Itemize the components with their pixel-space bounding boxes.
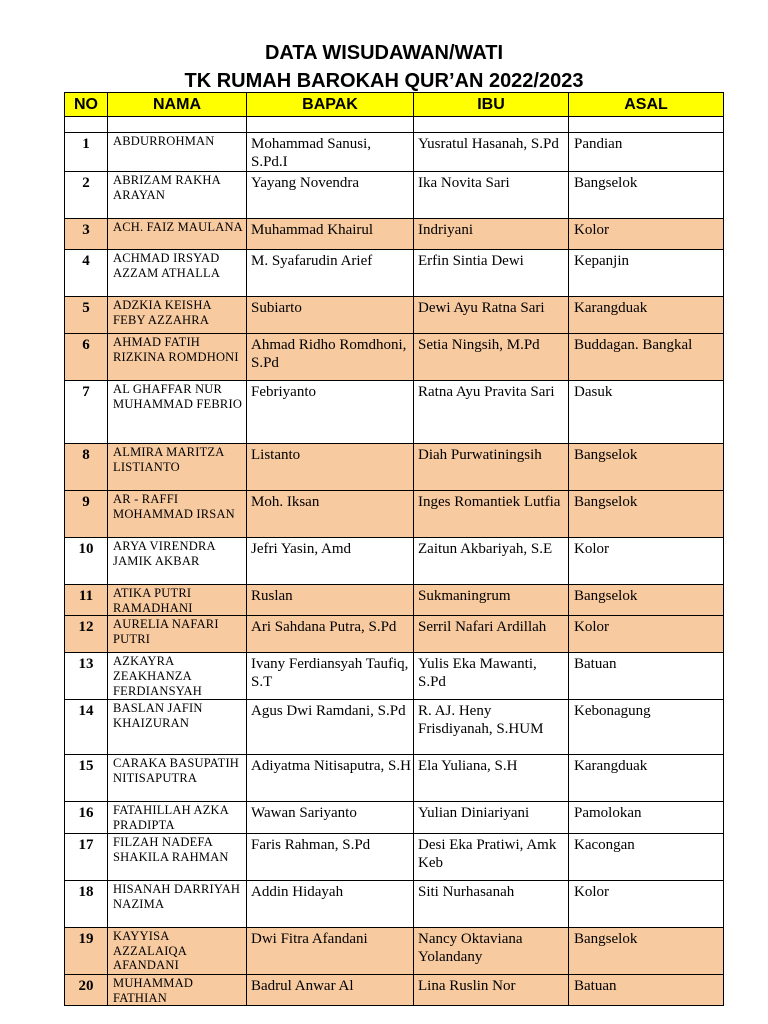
row-number-cell: [65, 974, 108, 1005]
origin: Pamolokan: [574, 805, 642, 822]
father-name: Muhammad Khairul: [251, 222, 374, 238]
father-name: Ruslan: [251, 588, 293, 604]
mother-name-cell: [414, 219, 569, 250]
row-number: 12: [78, 619, 94, 636]
father-name-cell: [247, 250, 414, 297]
student-name-cell: [108, 927, 247, 974]
row-number-cell: [65, 334, 108, 381]
mother-name: Yulian Diniariyani: [418, 805, 530, 822]
header-nama: NAMA: [108, 93, 247, 117]
mother-name-cell: [414, 381, 569, 444]
student-name: AHMAD FATIH RIZKINA ROMDHONI: [113, 335, 239, 364]
origin-cell: [569, 700, 724, 755]
table-row: [65, 833, 724, 880]
student-name-cell: [108, 755, 247, 802]
student-name-cell: [108, 700, 247, 755]
father-name-cell: [247, 585, 414, 616]
student-name-cell: [108, 880, 247, 927]
mother-name: Dewi Ayu Ratna Sari: [418, 300, 545, 316]
origin-cell: [569, 250, 724, 297]
row-number-cell: [65, 172, 108, 219]
row-number: 17: [78, 836, 94, 853]
mother-name-cell: [414, 974, 569, 1005]
mother-name: Yusratul Hasanah, S.Pd: [418, 136, 559, 152]
mother-name: Indriyani: [418, 222, 473, 238]
table-row: [65, 616, 724, 653]
student-name: AR - RAFFI MOHAMMAD IRSAN: [113, 492, 235, 521]
mother-name: Sukmaningrum: [418, 588, 511, 604]
father-name-cell: [247, 444, 414, 491]
row-number: 5: [82, 300, 90, 316]
row-number: 1: [82, 136, 90, 152]
student-name-cell: [108, 653, 247, 700]
student-name: ABRIZAM RAKHA ARAYAN: [113, 173, 221, 202]
row-number: 9: [82, 494, 90, 510]
origin-cell: [569, 616, 724, 653]
row-number: 16: [78, 805, 94, 822]
student-name: AURELIA NAFARI PUTRI: [113, 617, 219, 647]
father-name: Addin Hidayah: [251, 883, 344, 900]
student-name-cell: [108, 381, 247, 444]
student-name-cell: [108, 250, 247, 297]
student-name-cell: [108, 585, 247, 616]
row-number: 20: [78, 977, 94, 994]
student-name-cell: [108, 219, 247, 250]
origin: Batuan: [574, 977, 617, 994]
table-row: [65, 585, 724, 616]
table-row: [65, 653, 724, 700]
father-name: Listanto: [251, 447, 301, 463]
mother-name-cell: [414, 297, 569, 334]
mother-name: Setia Ningsih, M.Pd: [418, 337, 540, 353]
mother-name: Diah Purwatiningsih: [418, 447, 542, 463]
father-name-cell: [247, 880, 414, 927]
blank-row: [65, 117, 724, 133]
student-name: BASLAN JAFIN KHAIZURAN: [113, 701, 203, 731]
father-name-cell: [247, 172, 414, 219]
row-number-cell: [65, 491, 108, 538]
mother-name-cell: [414, 653, 569, 700]
row-number: 10: [78, 541, 94, 557]
row-number-cell: [65, 833, 108, 880]
origin-cell: [569, 381, 724, 444]
table-row: [65, 491, 724, 538]
mother-name-cell: [414, 700, 569, 755]
student-name: ALMIRA MARITZA LISTIANTO: [113, 445, 224, 474]
origin: Kepanjin: [574, 253, 629, 269]
origin: Batuan: [574, 656, 617, 673]
student-name: HISANAH DARRIYAH NAZIMA: [113, 881, 241, 911]
table-row: [65, 133, 724, 172]
row-number-cell: [65, 880, 108, 927]
father-name: Ari Sahdana Putra, S.Pd: [251, 619, 397, 636]
mother-name: Ela Yuliana, S.H: [418, 758, 518, 775]
origin: Kolor: [574, 541, 609, 557]
mother-name-cell: [414, 444, 569, 491]
row-number-cell: [65, 297, 108, 334]
student-name: ACH. FAIZ MAULANA: [113, 220, 243, 234]
origin-cell: [569, 585, 724, 616]
row-number-cell: [65, 585, 108, 616]
table-row: [65, 880, 724, 927]
row-number-cell: [65, 133, 108, 172]
row-number: 7: [82, 384, 90, 400]
row-number: 8: [82, 447, 90, 463]
mother-name: Ratna Ayu Pravita Sari: [418, 384, 555, 400]
father-name: Faris Rahman, S.Pd: [251, 836, 371, 853]
origin: Bangselok: [574, 930, 638, 947]
mother-name-cell: [414, 334, 569, 381]
document-title: DATA WISUDAWAN/WATI: [264, 42, 504, 64]
table-row: [65, 538, 724, 585]
row-number: 15: [78, 758, 94, 775]
student-name: KAYYISA AZZALAIQA AFANDANI: [113, 928, 187, 973]
origin-cell: [569, 927, 724, 974]
row-number: 19: [78, 930, 94, 947]
origin: Bangselok: [574, 588, 638, 604]
origin: Kolor: [574, 883, 609, 900]
father-name: Febriyanto: [251, 384, 316, 400]
table-row: [65, 250, 724, 297]
origin: Kolor: [574, 619, 609, 636]
table-row: [65, 700, 724, 755]
mother-name-cell: [414, 491, 569, 538]
table-row: [65, 444, 724, 491]
student-name: CARAKA BASUPATIH NITISAPUTRA: [113, 756, 240, 786]
graduates-table: [64, 92, 724, 1006]
origin: Bangselok: [574, 447, 638, 463]
mother-name-cell: [414, 250, 569, 297]
father-name-cell: [247, 133, 414, 172]
student-name: FATAHILLAH AZKA PRADIPTA: [113, 803, 229, 833]
father-name-cell: [247, 334, 414, 381]
origin-cell: [569, 538, 724, 585]
student-name: ACHMAD IRSYAD AZZAM ATHALLA: [113, 251, 221, 280]
header-no: NO: [65, 93, 108, 117]
header-row: [65, 93, 724, 117]
mother-name: Inges Romantiek Lutfia: [418, 494, 561, 510]
row-number-cell: [65, 381, 108, 444]
origin-cell: [569, 880, 724, 927]
origin-cell: [569, 133, 724, 172]
student-name: ABDURROHMAN: [113, 134, 215, 148]
row-number-cell: [65, 219, 108, 250]
father-name: Moh. Iksan: [251, 494, 320, 510]
origin: Bangselok: [574, 494, 638, 510]
mother-name: Zaitun Akbariyah, S.E: [418, 541, 553, 557]
student-name-cell: [108, 974, 247, 1005]
row-number-cell: [65, 755, 108, 802]
father-name-cell: [247, 616, 414, 653]
student-name-cell: [108, 444, 247, 491]
table-row: [65, 172, 724, 219]
mother-name-cell: [414, 616, 569, 653]
row-number-cell: [65, 802, 108, 833]
table-row: [65, 297, 724, 334]
mother-name-cell: [414, 833, 569, 880]
father-name: Badrul Anwar Al: [251, 977, 354, 994]
father-name: Ahmad Ridho Romdhoni, S.Pd: [251, 337, 407, 371]
father-name: Yayang Novendra: [251, 175, 360, 191]
table-row: [65, 381, 724, 444]
mother-name: Nancy Oktaviana Yolandany: [418, 930, 523, 965]
table-row: [65, 927, 724, 974]
student-name-cell: [108, 334, 247, 381]
row-number-cell: [65, 653, 108, 700]
father-name-cell: [247, 491, 414, 538]
mother-name-cell: [414, 755, 569, 802]
origin-cell: [569, 833, 724, 880]
origin-cell: [569, 334, 724, 381]
origin: Bangselok: [574, 175, 638, 191]
student-name: AZKAYRA ZEAKHANZA FERDIANSYAH: [113, 654, 203, 698]
student-name-cell: [108, 616, 247, 653]
mother-name: Desi Eka Pratiwi, Amk Keb: [418, 836, 557, 871]
father-name: Subiarto: [251, 300, 302, 316]
origin: Kacongan: [574, 836, 635, 853]
row-number: 2: [82, 175, 90, 191]
mother-name: Serril Nafari Ardillah: [418, 619, 547, 636]
father-name: Wawan Sariyanto: [251, 805, 357, 822]
row-number: 4: [82, 253, 90, 269]
row-number: 11: [78, 588, 94, 604]
mother-name-cell: [414, 538, 569, 585]
row-number: 13: [78, 656, 94, 673]
father-name-cell: [247, 700, 414, 755]
row-number: 3: [82, 222, 90, 238]
father-name-cell: [247, 538, 414, 585]
student-name: MUHAMMAD FATHIAN: [113, 975, 194, 1005]
father-name-cell: [247, 833, 414, 880]
student-name: FILZAH NADEFA SHAKILA RAHMAN: [113, 834, 229, 864]
student-name-cell: [108, 172, 247, 219]
mother-name: Ika Novita Sari: [418, 175, 510, 191]
origin-cell: [569, 219, 724, 250]
mother-name-cell: [414, 880, 569, 927]
origin-cell: [569, 755, 724, 802]
student-name-cell: [108, 833, 247, 880]
row-number-cell: [65, 616, 108, 653]
father-name-cell: [247, 653, 414, 700]
father-name-cell: [247, 381, 414, 444]
row-number: 6: [82, 337, 90, 353]
student-name-cell: [108, 491, 247, 538]
mother-name: Siti Nurhasanah: [418, 883, 515, 900]
origin-cell: [569, 802, 724, 833]
father-name: Adiyatma Nitisaputra, S.H: [251, 758, 411, 775]
origin-cell: [569, 444, 724, 491]
student-name-cell: [108, 538, 247, 585]
student-name: ARYA VIRENDRA JAMIK AKBAR: [113, 539, 216, 568]
table-row: [65, 802, 724, 833]
mother-name-cell: [414, 585, 569, 616]
father-name: Mohammad Sanusi, S.Pd.I: [251, 136, 371, 170]
origin: Buddagan. Bangkal: [574, 337, 693, 353]
mother-name-cell: [414, 133, 569, 172]
origin: Karangduak: [574, 758, 648, 775]
row-number-cell: [65, 538, 108, 585]
origin: Pandian: [574, 136, 623, 152]
table-row: [65, 974, 724, 1005]
origin-cell: [569, 297, 724, 334]
document-subtitle: TK RUMAH BAROKAH QUR’AN 2022/2023: [184, 70, 584, 92]
mother-name: Yulis Eka Mawanti, S.Pd: [418, 656, 537, 691]
father-name: Jefri Yasin, Amd: [251, 541, 352, 557]
origin: Kebonagung: [574, 703, 651, 720]
father-name: M. Syafarudin Arief: [251, 253, 373, 269]
origin-cell: [569, 491, 724, 538]
row-number-cell: [65, 444, 108, 491]
header-bapak: BAPAK: [247, 93, 414, 117]
student-name: ADZKIA KEISHA FEBY AZZAHRA: [113, 298, 212, 327]
origin: Karangduak: [574, 300, 648, 316]
table-row: [65, 219, 724, 250]
origin: Dasuk: [574, 384, 613, 400]
table-row: [65, 755, 724, 802]
father-name-cell: [247, 297, 414, 334]
student-name-cell: [108, 802, 247, 833]
origin: Kolor: [574, 222, 609, 238]
origin-cell: [569, 653, 724, 700]
origin-cell: [569, 974, 724, 1005]
header-ibu: IBU: [414, 93, 569, 117]
father-name: Agus Dwi Ramdani, S.Pd: [251, 703, 406, 720]
student-name-cell: [108, 133, 247, 172]
header-asal: ASAL: [569, 93, 724, 117]
row-number: 18: [78, 883, 94, 900]
father-name: Ivany Ferdiansyah Taufiq, S.T: [251, 656, 409, 691]
row-number: 14: [78, 703, 94, 720]
mother-name-cell: [414, 802, 569, 833]
row-number-cell: [65, 700, 108, 755]
student-name-cell: [108, 297, 247, 334]
student-name: AL GHAFFAR NUR MUHAMMAD FEBRIO: [113, 382, 243, 411]
father-name-cell: [247, 974, 414, 1005]
mother-name: Erfin Sintia Dewi: [418, 253, 524, 269]
father-name: Dwi Fitra Afandani: [251, 930, 368, 947]
mother-name-cell: [414, 172, 569, 219]
origin-cell: [569, 172, 724, 219]
row-number-cell: [65, 927, 108, 974]
table-row: [65, 334, 724, 381]
father-name-cell: [247, 219, 414, 250]
mother-name-cell: [414, 927, 569, 974]
mother-name: Lina Ruslin Nor: [418, 977, 516, 994]
father-name-cell: [247, 802, 414, 833]
mother-name: R. AJ. Heny Frisdiyanah, S.HUM: [418, 703, 544, 738]
row-number-cell: [65, 250, 108, 297]
student-name: ATIKA PUTRI RAMADHANI: [113, 586, 193, 615]
father-name-cell: [247, 755, 414, 802]
father-name-cell: [247, 927, 414, 974]
